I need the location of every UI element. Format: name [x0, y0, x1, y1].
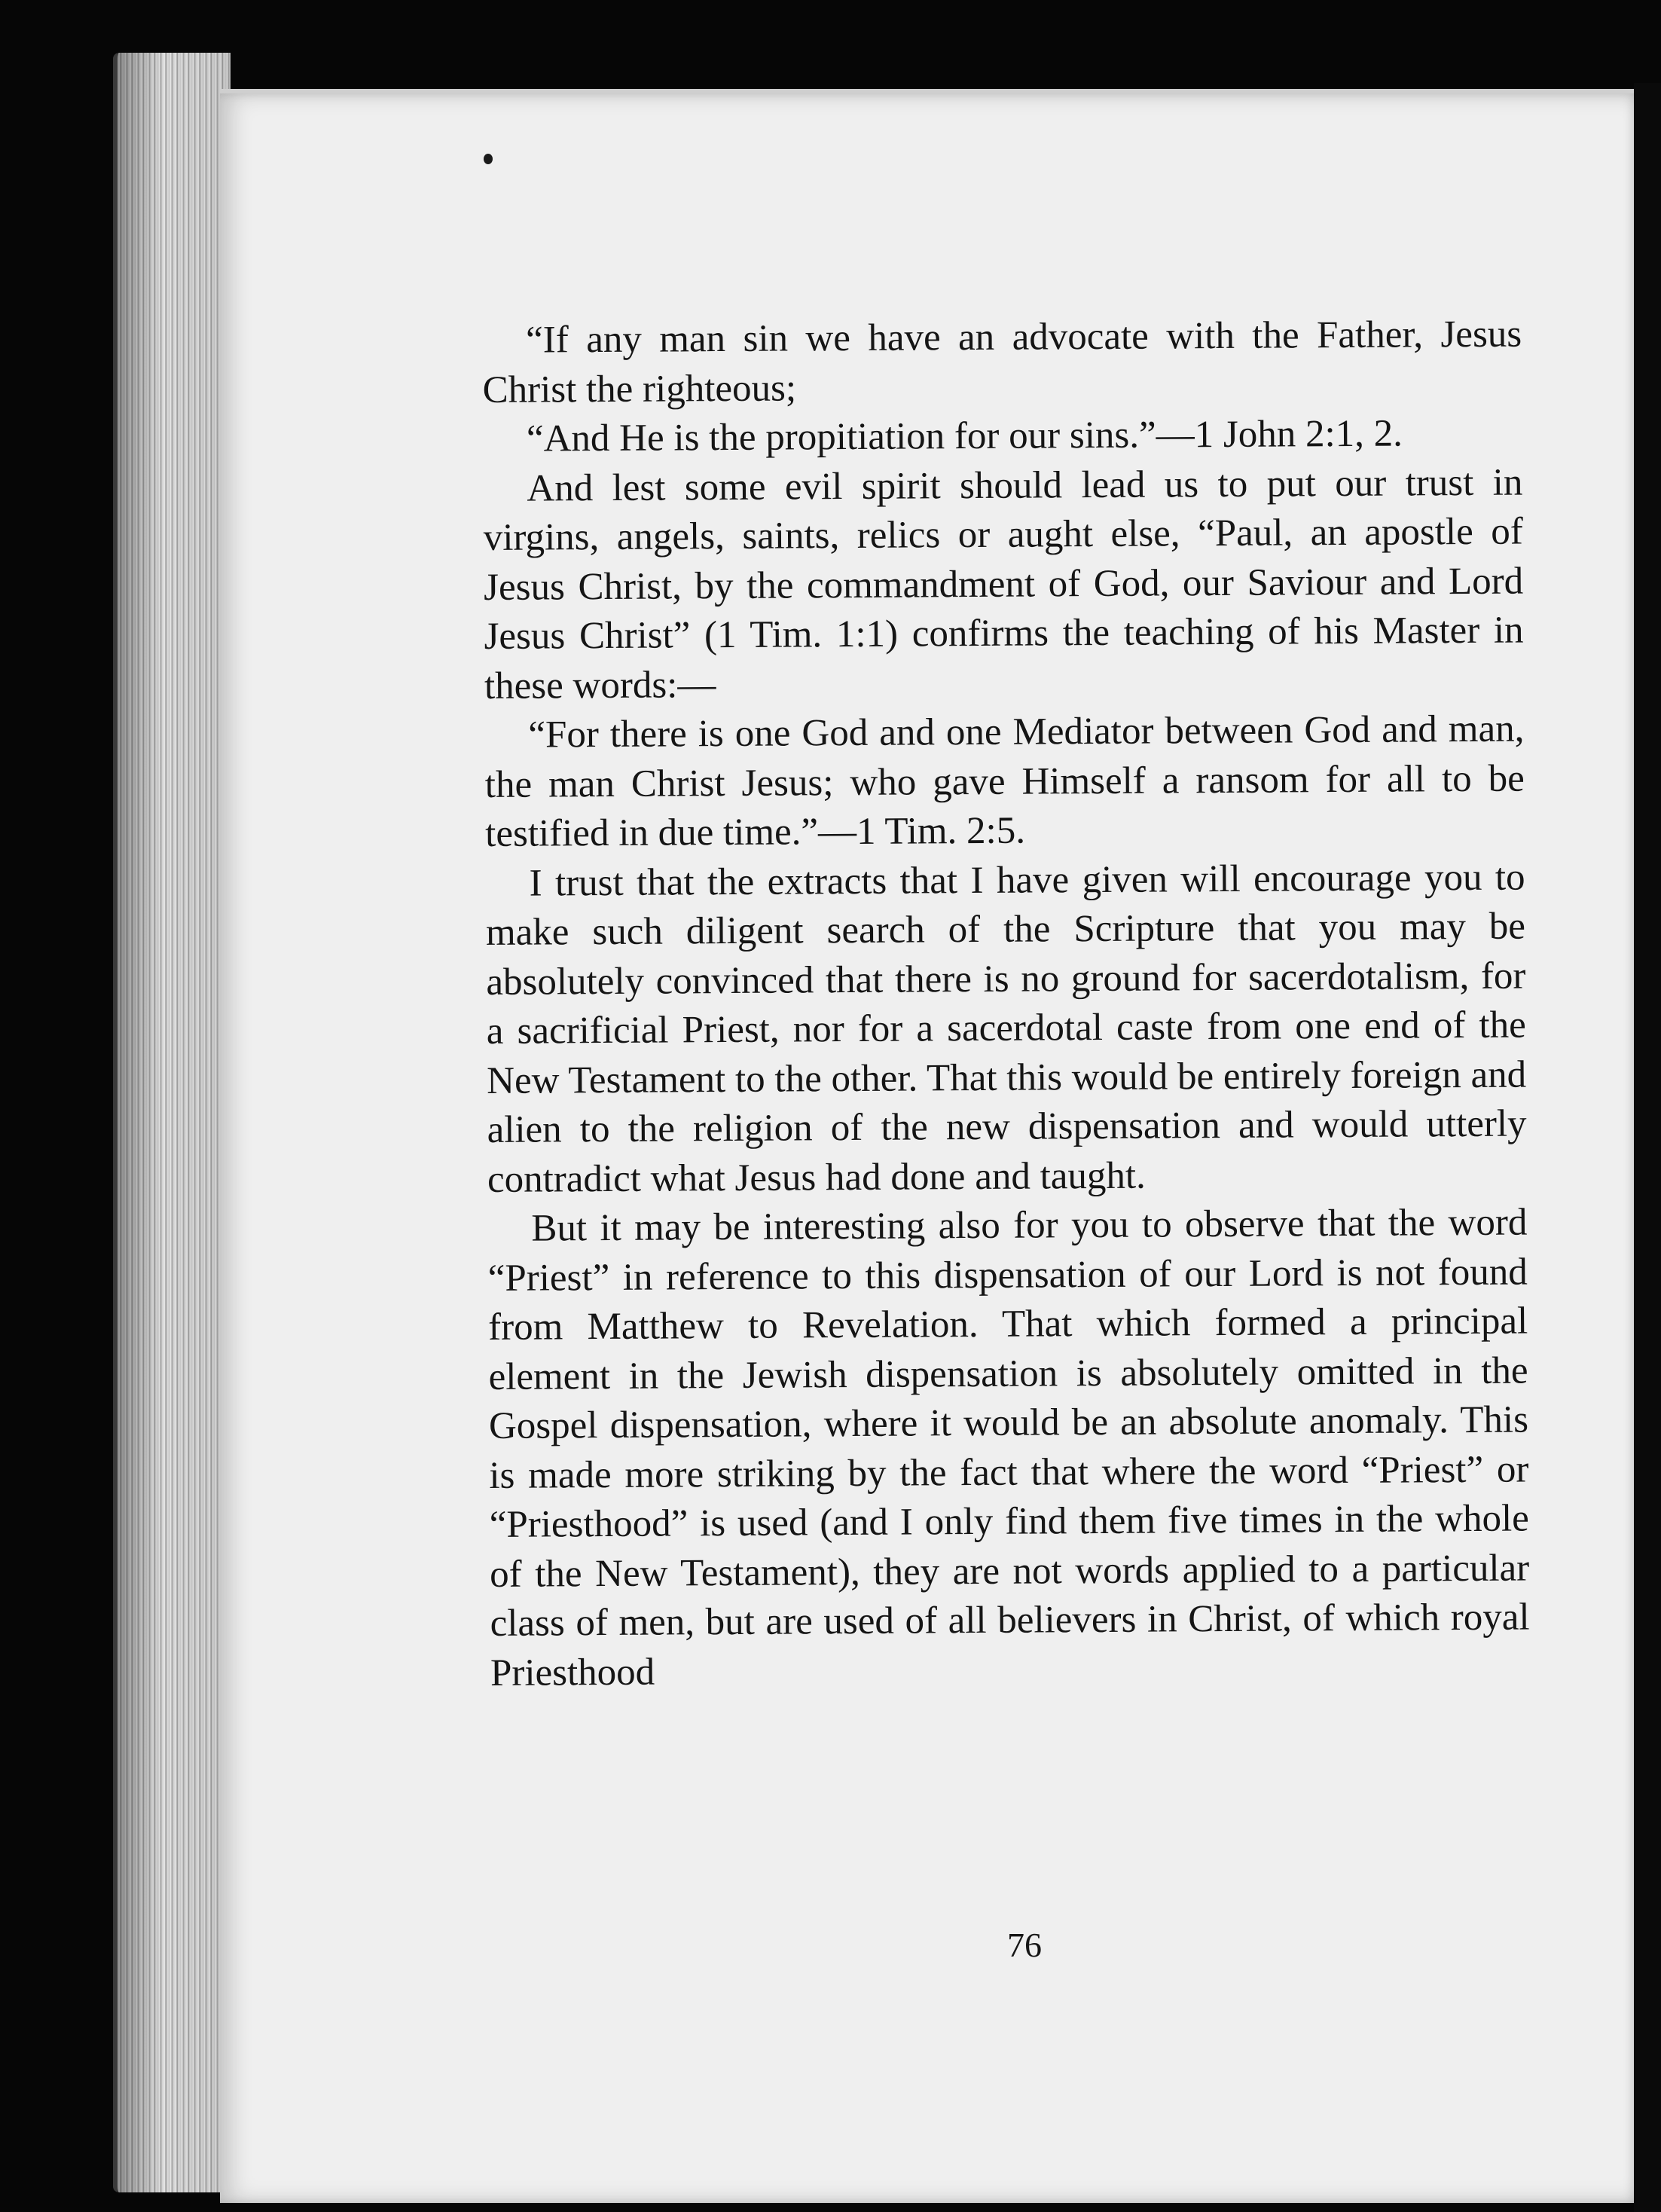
page-number: 76	[1007, 1926, 1042, 1964]
paragraph-6: But it may be interesting also for you to observe that the word “Priest” in reference to this dispensation of our Lord is not found from Matthew to Revelation. That which formed a principal element in the Jewish dispensation is absolutely omitted in the Gospel dispensation, where it would be an absolute anomaly. This is made more striking by the fact that where the word “Priest” or “Priesthood” is used (and I only find them five times in the whole of the New Testament), they are not words applied to a particular class of men, but are used of all believers in Christ, of which royal Priesthood	[487, 1201, 1530, 1694]
paragraph-5: I trust that the extracts that I have given will encourage you to make such diligent search of the Scripture that you may be absolutely convinced that there is no ground for sacerdotalism, for a sacrificial Priest, nor for a sacerdotal caste from one end of the New Testament to the other. That this would be entirely foreign and alien to the religion of the new dispensation and would utterly contradict what Jesus had done and taught.	[485, 856, 1527, 1201]
paragraph-1: “If any man sin we have an advocate with the Father, Jesus Christ the righteous;	[482, 313, 1522, 411]
paragraph-3: And lest some evil spirit should lead us to put our trust in virgins, angels, saints, relics or aught else, “Paul, an apostle of Jesus Christ, by the commandment of God, our Saviour and Lord Jesus Christ” (1 Tim. 1:1) confirms the teaching of his Master in these words:—	[483, 461, 1524, 707]
body-text	[482, 310, 1531, 1936]
ink-speck	[484, 154, 493, 164]
facing-page-edge	[1634, 83, 1661, 2212]
paragraph-4: “For there is one God and one Mediator between God and man, the man Christ Jesus; who gave Himself a ransom for all to be testified in due time.”—1 Tim. 2:5.	[484, 707, 1525, 855]
paragraph-2: “And He is the propitiation for our sins.”—1 John 2:1, 2.	[526, 412, 1403, 460]
page-edges	[113, 53, 231, 2192]
